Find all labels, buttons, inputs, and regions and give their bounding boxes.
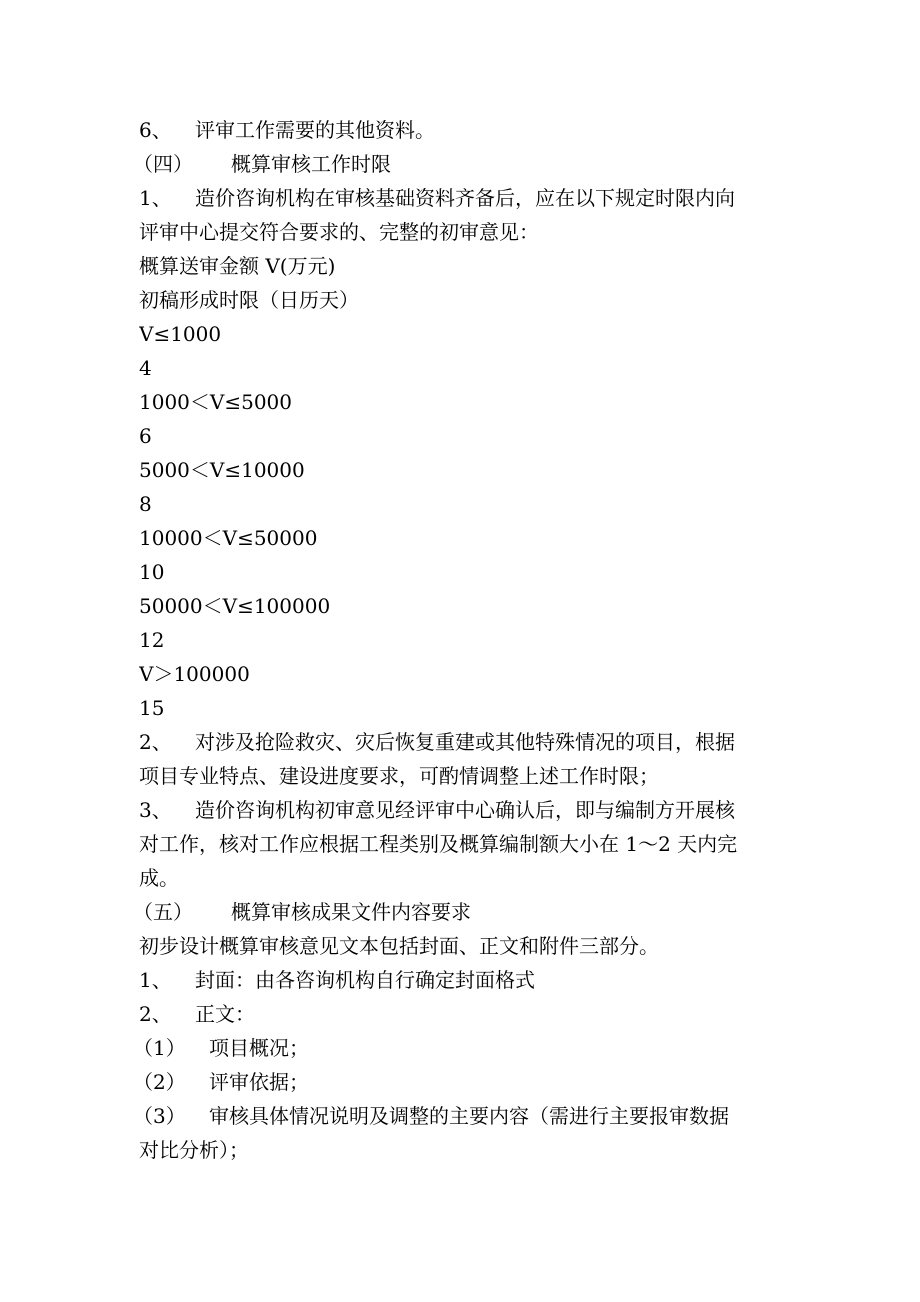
item-text: 造价咨询机构在审核基础资料齐备后，应在以下规定时限内向 [195,186,735,210]
sub-item-text: 项目概况； [209,1036,309,1060]
item-1 [139,181,781,215]
item-number: 2、 [139,1002,172,1026]
item-2 [139,725,781,759]
item-3-continued [139,861,781,895]
sub-item-text: 对比分析）； [139,1138,249,1162]
item-text: 对涉及抢险救灾、灾后恢复重建或其他特殊情况的项目，根据 [195,730,735,754]
item-text: 封面：由各咨询机构自行确定封面格式 [195,968,535,992]
sub-item-text: 评审依据； [209,1070,309,1094]
item-number: 1、 [139,186,172,210]
table-range: 10000＜V≤50000 [139,526,318,550]
item-text: 成。 [139,866,179,890]
item-3 [139,793,781,827]
sub-item-3-continued [139,1133,781,1167]
table-range: 1000＜V≤5000 [139,390,292,414]
table-days: 15 [139,696,165,720]
item-text: 对工作，核对工作应根据工程类别及概算编制额大小在 1～2 天内完 [139,832,738,856]
table-range: 50000＜V≤100000 [139,594,331,618]
sub-item-number: （2） [133,1070,186,1094]
table-days: 4 [139,356,152,380]
item-1-continued [139,215,781,249]
table-range: V＞100000 [139,662,250,686]
section-4-heading [133,147,781,181]
section-number: （四） [133,152,193,176]
sub-item-2 [133,1065,781,1099]
sub-item-3 [133,1099,781,1133]
item-cover [139,963,781,997]
item-text: 项目专业特点、建设进度要求，可酌情调整上述工作时限； [139,764,659,788]
item-number: 6、 [139,118,172,142]
table-header-amount: 概算送审金额 V(万元) [139,254,336,278]
section-number: （五） [133,900,193,924]
table-range: V≤1000 [139,322,222,346]
table-range: 5000＜V≤10000 [139,458,305,482]
table-days: 12 [139,628,165,652]
section-5-intro: 初步设计概算审核意见文本包括封面、正文和附件三部分。 [139,934,659,958]
table-header-days: 初稿形成时限（日历天） [139,288,359,312]
document-page [133,113,781,1167]
table-days: 10 [139,560,165,584]
item-text: 评审中心提交符合要求的、完整的初审意见： [139,220,539,244]
section-title: 概算审核工作时限 [231,152,391,176]
item-text: 造价咨询机构初审意见经评审中心确认后，即与编制方开展核 [195,798,735,822]
item-number: 3、 [139,798,172,822]
sub-item-number: （3） [133,1104,186,1128]
item-number: 1、 [139,968,172,992]
sub-item-number: （1） [133,1036,186,1060]
item-text: 评审工作需要的其他资料。 [195,118,435,142]
section-5-heading [133,895,781,929]
sub-item-text: 审核具体情况说明及调整的主要内容（需进行主要报审数据 [209,1104,729,1128]
table-days: 6 [139,424,152,448]
item-body [139,997,781,1031]
table-days: 8 [139,492,152,516]
item-text: 正文： [195,1002,255,1026]
item-6 [139,113,781,147]
sub-item-1 [133,1031,781,1065]
item-2-continued [139,759,781,793]
item-3-continued [139,827,781,861]
section-title: 概算审核成果文件内容要求 [231,900,471,924]
item-number: 2、 [139,730,172,754]
